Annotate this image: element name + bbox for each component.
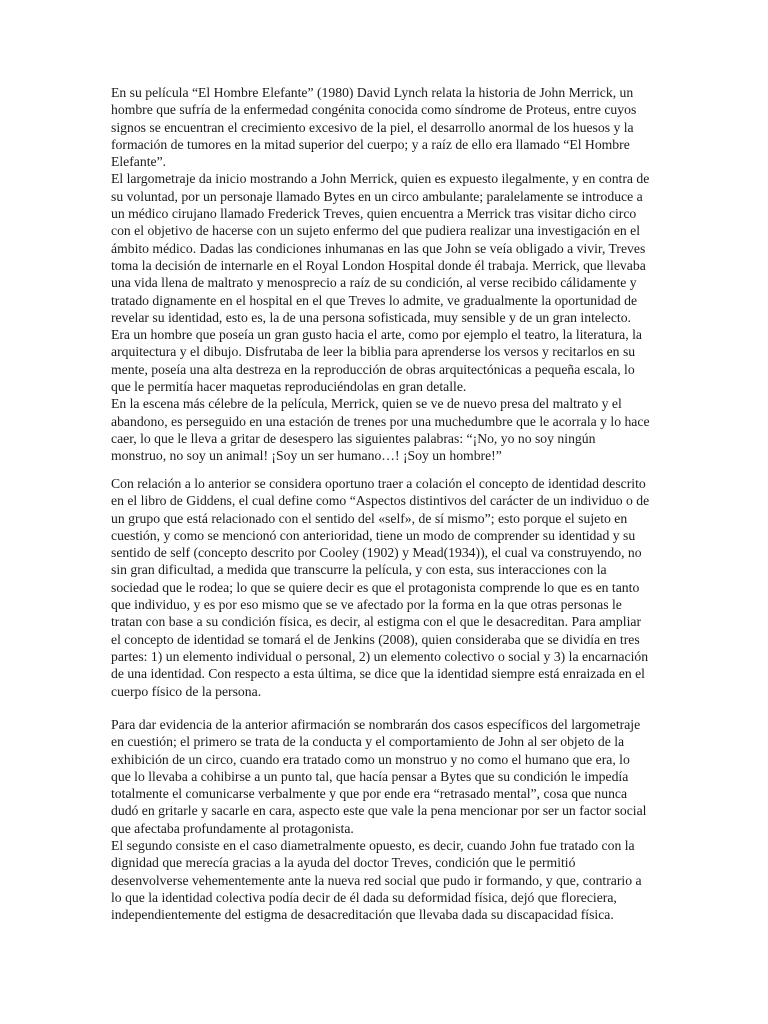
paragraph-first-case: Para dar evidencia de la anterior afirmación se nombrarán dos casos específicos del largometraje en cuestión; el primero se trata de la conducta y el comportamiento de John al ser objeto de la exhibición de un circo, cuando era tratado como un monstruo y no como el humano que era, lo que lo llevaba a cohibirse a un punto tal, que hacía pensar a Bytes que su condición le impedía totalmente el comunicarse verbalmente y que por ende era “retrasado mental”, cosa que nunca dudó en gritarle y sacarle en cara, aspecto este que vale la pena mencionar por ser un factor social que afectaba profundamente al protagonista.	[111, 717, 647, 836]
text-block-intro	[111, 84, 651, 465]
paragraph-identity-concept: Con relación a lo anterior se considera oportuno traer a colación el concepto de identidad descrito en el libro de Giddens, el cual define como “Aspectos distintivos del carácter de un individuo o de un grupo que está relacionado con el sentido del «self», de sí mismo”; esto porque el sujeto en cuestión, y como se mencionó con anterioridad, tiene un modo de comprender su identidad y su sentido de self (concepto descrito por Cooley (1902) y Mead(1934)), el cual va construyendo, no sin gran dificultad, a medida que transcurre la película, y con esta, sus interacciones con la sociedad que le rodea; lo que se quiere decir es que el protagonista comprende lo que es en tanto que individuo, y es por eso mismo que se ve afectado por la forma en la que otras personas le tratan con base a su condición física, es decir, al estigma con el que le desacreditan. Para ampliar el concepto de identidad se tomará el de Jenkins (2008), quien consideraba que se dividía en tres partes: 1) un elemento individual o personal, 2) un elemento colectivo o social y 3) la encarnación de una identidad. Con respecto a esta última, se dice que la identidad siempre está enraizada en el cuerpo físico de la persona.	[111, 476, 650, 699]
text-block-cases	[111, 716, 651, 924]
paragraph-famous-scene: En la escena más célebre de la película, Merrick, quien se ve de nuevo presa del maltrato y el abandono, es perseguido en una estación de trenes por una muchedumbre que le acorrala y lo hace caer, lo que le lleva a gritar de desespero las siguientes palabras: “¡No, yo no soy ningún monstruo, no soy un animal! ¡Soy un ser humano…! ¡Soy un hombre!”	[111, 396, 650, 464]
paragraph-intro: En su película “El Hombre Elefante” (1980) David Lynch relata la historia de John Merrick, un hombre que sufría de la enfermedad congénita conocida como síndrome de Proteus, entre cuyos signos se encuentran el crecimiento excesivo de la piel, el desarrollo anormal de los huesos y la formación de tumores en la mitad superior del cuerpo; y a raíz de ello era llamado “El Hombre Elefante”.	[111, 85, 637, 170]
text-block-identity	[111, 475, 651, 700]
paragraph-second-case: El segundo consiste en el caso diametralmente opuesto, es decir, cuando John fue tratado con la dignidad que merecía gracias a la ayuda del doctor Treves, condición que le permitió desenvolverse vehementemente ante la nueva red social que pudo ir formando, y que, contrario a lo que la identidad colectiva podía decir de él dada su deformidad física, dejó que floreciera, independientemente del estigma de desacreditación que llevaba dada su discapacidad física.	[111, 838, 642, 923]
paragraph-plot: El largometraje da inicio mostrando a John Merrick, quien es expuesto ilegalmente, y en contra de su voluntad, por un personaje llamado Bytes en un circo ambulante; paralelamente se introduce a un médico cirujano llamado Frederick Treves, quien encuentra a Merrick tras visitar dicho circo con el objetivo de hacerse con un sujeto enfermo del que pudiera realizar una investigación en el ámbito médico. Dadas las condiciones inhumanas en las que John se veía obligado a vivir, Treves toma la decisión de internarle en el Royal London Hospital donde él trabaja. Merrick, que llevaba una vida llena de maltrato y menosprecio a raíz de su condición, al verse recibido cálidamente y tratado dignamente en el hospital en el que Treves lo admite, ve gradualmente la oportunidad de revelar su identidad, esto es, la de una persona sofisticada, muy sensible y de un gran intelecto. Era un hombre que poseía un gran gusto hacia el arte, como por ejemplo el teatro, la literatura, la arquitectura y el dibujo. Disfrutaba de leer la biblia para aprenderse los versos y recitarlos en su mente, poseía una alta destreza en la reproducción de obras arquitectónicas a pequeña escala, lo que le permitía hacer maquetas reproduciéndolas en gran detalle.	[111, 171, 650, 395]
